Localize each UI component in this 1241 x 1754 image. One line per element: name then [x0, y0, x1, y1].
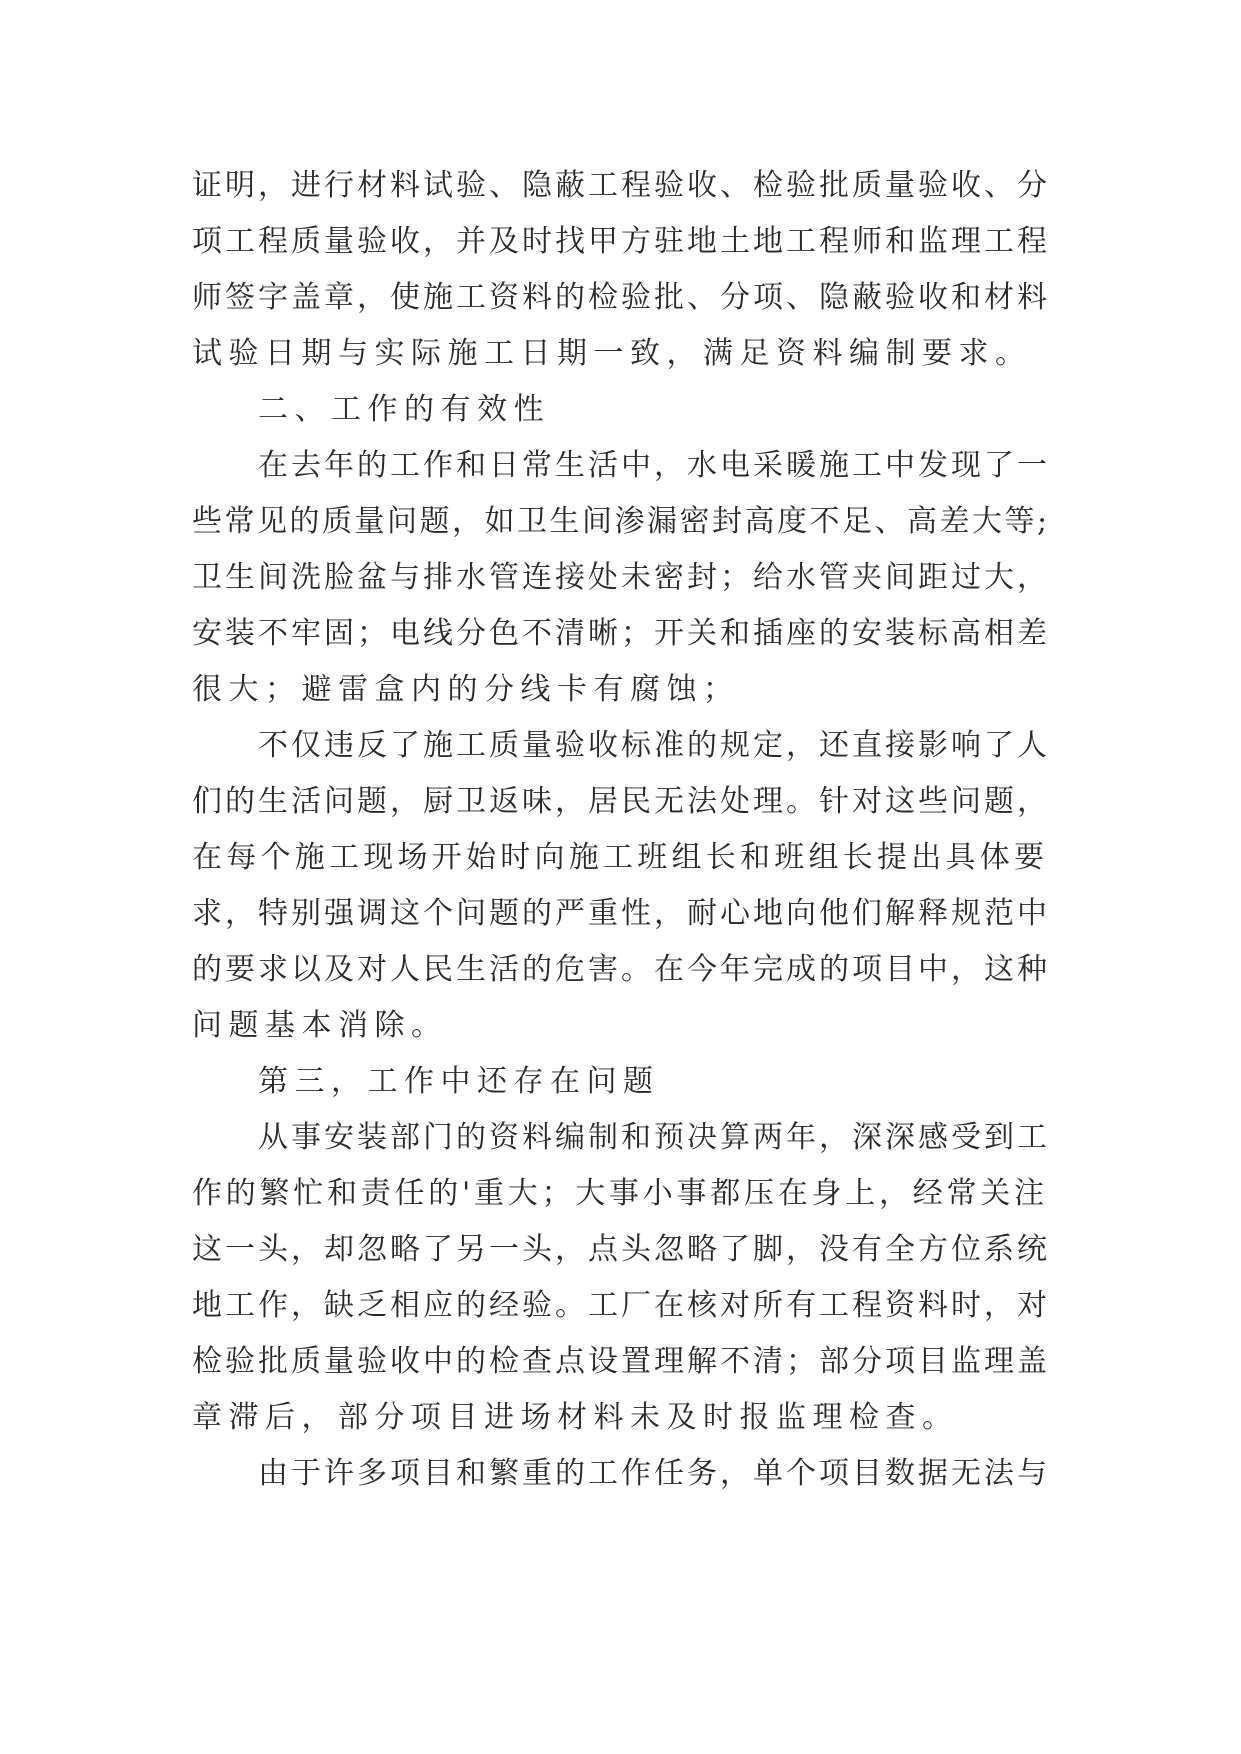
- section-heading: 第三，工作中还存在问题: [258, 1064, 660, 1099]
- text-line: 些常见的质量问题，如卫生间渗漏密封高度不足、高差大等;: [192, 504, 1050, 539]
- text-line: 检验批质量验收中的检查点设置理解不清；部分项目监理盖: [192, 1344, 1050, 1379]
- text-line: 地工作，缺乏相应的经验。工厂在核对所有工程资料时，对: [192, 1288, 1050, 1323]
- text-line: 作的繁忙和责任的'重大；大事小事都压在身上，经常关注: [192, 1176, 1048, 1211]
- text-line: 的要求以及对人民生活的危害。在今年完成的项目中，这种: [192, 952, 1050, 987]
- text-line: 这一头，却忽略了另一头，点头忽略了脚，没有全方位系统: [192, 1232, 1050, 1267]
- text-line: 求，特别强调这个问题的严重性，耐心地向他们解释规范中: [192, 896, 1050, 931]
- text-line: 问题基本消除。: [192, 1008, 448, 1043]
- text-line: 从事安装部门的资料编制和预决算两年，深深感受到工: [258, 1120, 1050, 1155]
- text-line: 章滞后，部分项目进场材料未及时报监理检查。: [192, 1400, 959, 1435]
- text-line: 师签字盖章，使施工资料的检验批、分项、隐蔽验收和材料: [192, 280, 1050, 315]
- text-line: 们的生活问题，厨卫返味，居民无法处理。针对这些问题，: [192, 784, 1050, 819]
- section-heading: 二、工作的有效性: [258, 392, 550, 427]
- text-line: 很大；避雷盒内的分线卡有腐蚀；: [192, 672, 740, 707]
- text-line: 试验日期与实际施工日期一致，满足资料编制要求。: [192, 336, 1032, 371]
- text-line: 不仅违反了施工质量验收标准的规定，还直接影响了人: [258, 728, 1050, 763]
- text-line: 由于许多项目和繁重的工作任务，单个项目数据无法与: [258, 1456, 1050, 1491]
- body-text: [192, 158, 1050, 1502]
- text-line: 项工程质量验收，并及时找甲方驻地土地工程师和监理工程: [192, 224, 1050, 259]
- text-line: 卫生间洗脸盆与排水管连接处未密封；给水管夹间距过大，: [192, 560, 1050, 595]
- text-line: 在每个施工现场开始时向施工班组长和班组长提出具体要: [192, 840, 1049, 875]
- text-line: 在去年的工作和日常生活中，水电采暖施工中发现了一: [258, 448, 1050, 483]
- text-line: 安装不牢固；电线分色不清晰；开关和插座的安装标高相差: [192, 616, 1050, 651]
- text-line: 证明，进行材料试验、隐蔽工程验收、检验批质量验收、分: [192, 168, 1050, 203]
